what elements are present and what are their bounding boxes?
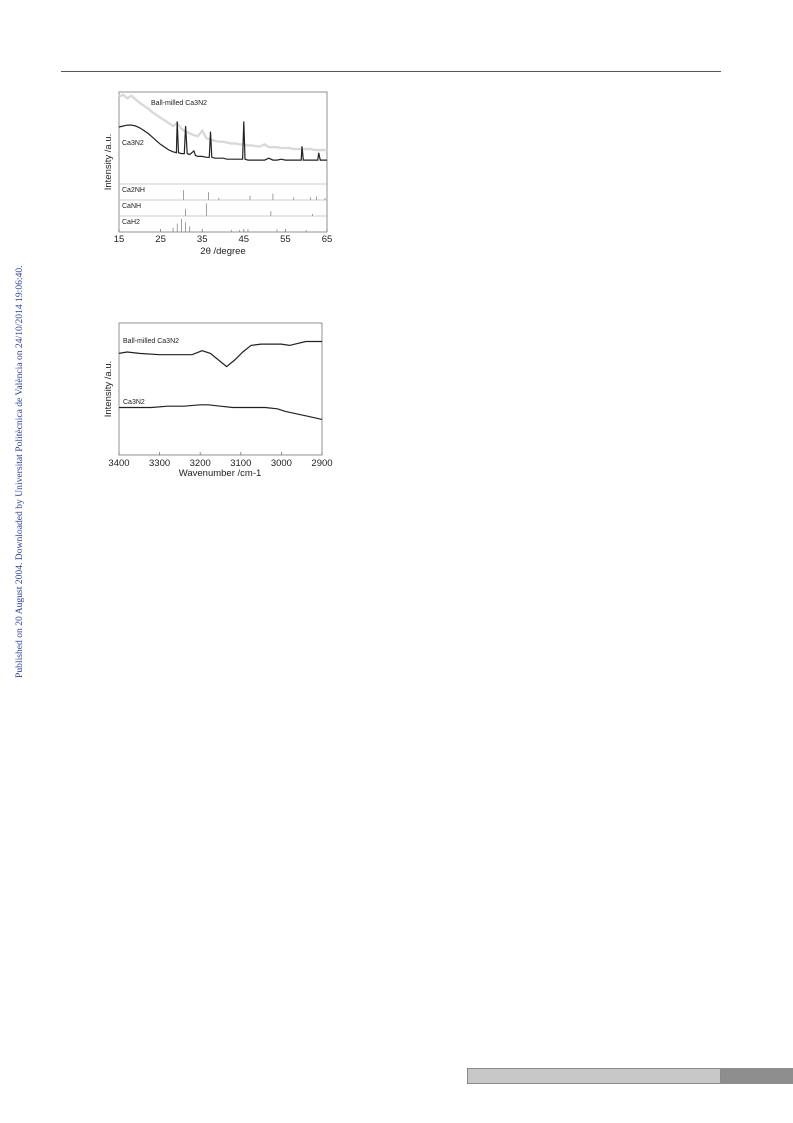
header-rule: [61, 71, 721, 72]
ir-tick-label: 3000: [270, 458, 292, 469]
ir-ylabel: Intensity /a.u.: [103, 360, 114, 418]
xrd-tick-label: 55: [280, 234, 291, 245]
ir-tick-label: 3200: [189, 458, 211, 469]
ir-tick-label: 3100: [230, 458, 252, 469]
publication-note: Published on 20 August 2004. Downloaded by Universitat Politècnica de València on 24/10/2014 19:06:40.: [14, 265, 25, 678]
ir-label-ca3n2: Ca3N2: [123, 399, 145, 406]
xrd-chart: [98, 92, 338, 257]
xrd-label-ballmilled: Ball-milled Ca3N2: [151, 100, 208, 107]
xrd-label-ca3n2: Ca3N2: [122, 140, 144, 147]
ir-xlabel: Wavenumber /cm-1: [178, 468, 262, 479]
ir-tick-label: 3400: [108, 458, 130, 469]
xrd-ref-label: Ca2NH: [122, 187, 145, 194]
ir-chart: [98, 323, 338, 480]
xrd-plot-frame: [119, 92, 327, 232]
xrd-tick-label: 45: [238, 234, 250, 245]
xrd-tick-label: 25: [155, 234, 166, 245]
ir-label-ballmilled: Ball-milled Ca3N2: [123, 338, 180, 345]
xrd-xlabel: 2θ /degree: [200, 246, 246, 257]
xrd-tick-label: 35: [196, 234, 208, 245]
xrd-tick-label: 15: [113, 234, 125, 245]
footer-bar-light: [467, 1068, 721, 1084]
xrd-figure: [98, 92, 338, 257]
xrd-ref-label: CaNH: [122, 203, 142, 210]
ir-figure: [98, 323, 338, 480]
ir-series-line-2: [119, 405, 322, 420]
ir-tick-label: 3300: [149, 458, 171, 469]
ir-tick-label: 2900: [311, 458, 333, 469]
footer-bar-dark: [721, 1068, 793, 1084]
xrd-ylabel: Intensity /a.u.: [103, 133, 114, 191]
xrd-tick-label: 65: [321, 234, 333, 245]
xrd-ref-label: CaH2: [122, 219, 140, 226]
ir-series-line-1: [119, 342, 322, 367]
